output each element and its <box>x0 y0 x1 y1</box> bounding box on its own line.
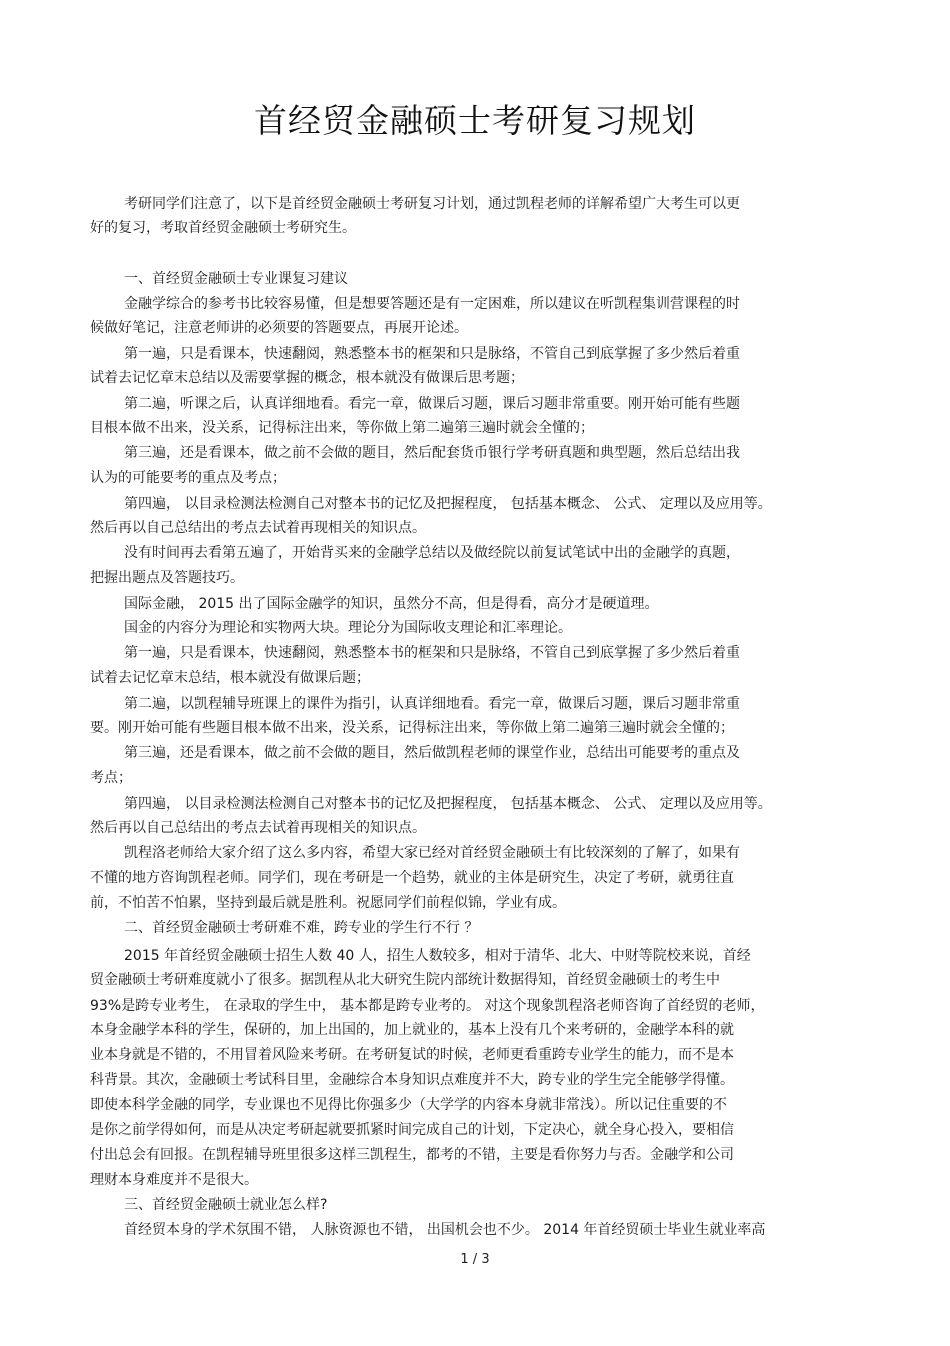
text-line: 第四遍， 以目录检测法检测自己对整本书的记忆及把握程度， 包括基本概念、 公式、 定理以及应用等。 <box>124 496 772 512</box>
text-line: 凯程洛老师给大家介绍了这么多内容，希望大家已经对首经贸金融硕士有比较深刻的了解了，如果有 <box>124 845 740 861</box>
text-line: 考点； <box>90 770 132 786</box>
text-line: 考研同学们注意了，以下是首经贸金融硕士考研复习计划，通过凯程老师的详解希望广大考生可以更 <box>124 196 740 212</box>
text-line: 本身金融学本科的学生，保研的，加上出国的，加上就业的，基本上没有几个来考研的，金融学本科的就 <box>90 1022 734 1038</box>
text-line: 三、首经贸金融硕士就业怎么样? <box>124 1197 328 1213</box>
text-line: 不懂的地方咨询凯程老师。同学们，现在考研是一个趋势，就业的主体是研究生，决定了考研，就勇往直 <box>90 870 734 886</box>
text-line: 付出总会有回报。在凯程辅导班里很多这样三凯程生，都考的不错，主要是看你努力与否。金融学和公司 <box>90 1147 734 1163</box>
text-line: 即使本科学金融的同学，专业课也不见得比你强多少（大学学的内容本身就非常浅）。所以记住重要的不 <box>90 1097 727 1113</box>
text-line: 试着去记忆章末总结以及需要掌握的概念，根本就没有做课后思考题； <box>90 370 524 386</box>
text-line: 第一遍，只是看课本，快速翻阅，熟悉整本书的框架和只是脉络，不管自己到底掌握了多少然后着重 <box>124 645 740 661</box>
text-line: 然后再以自己总结出的考点去试着再现相关的知识点。 <box>90 820 426 836</box>
text-line: 第三遍，还是看课本，做之前不会做的题目，然后做凯程老师的课堂作业，总结出可能要考的重点及 <box>124 745 740 761</box>
text-line: 首经贸本身的学术氛围不错， 人脉资源也不错， 出国机会也不少。 2014 年首经贸硕士毕业生就业率高 <box>124 1222 766 1238</box>
text-line: 是你之前学得如何，而是从决定考研起就要抓紧时间完成自己的计划，下定决心，就全身心投入，要相信 <box>90 1122 734 1138</box>
text-line: 第三遍，还是看课本，做之前不会做的题目，然后配套货币银行学考研真题和典型题，然后总结出我 <box>124 445 740 461</box>
text-line: 把握出题点及答题技巧。 <box>90 570 244 586</box>
text-line: 贸金融硕士考研难度就小了很多。据凯程从北大研究生院内部统计数据得知，首经贸金融硕士的考生中 <box>90 972 720 988</box>
text-line: 93%是跨专业考生， 在录取的学生中， 基本都是跨专业考的。 对这个现象凯程洛老师咨询了首经贸的老师， <box>90 998 765 1014</box>
text-line: 业本身就是不错的，不用冒着风险来考研。在考研复试的时候，老师更看重跨专业学生的能力，而不是本 <box>90 1047 734 1063</box>
text-line: 然后再以自己总结出的考点去试着再现相关的知识点。 <box>90 520 426 536</box>
text-line: 2015 年首经贸金融硕士招生人数 40 人，招生人数较多，相对于清华、北大、中财等院校来说，首经 <box>124 948 751 964</box>
text-line: 第二遍，以凯程辅导班课上的课件为指引，认真详细地看。看完一章，做课后习题，课后习题非常重 <box>124 696 740 712</box>
text-line: 第四遍， 以目录检测法检测自己对整本书的记忆及把握程度， 包括基本概念、 公式、 定理以及应用等。 <box>124 796 772 812</box>
text-line: 认为的可能要考的重点及考点； <box>90 470 286 486</box>
text-line: 目根本做不出来，没关系，记得标注出来，等你做上第二遍第三遍时就会全懂的； <box>90 420 594 436</box>
text-line: 没有时间再去看第五遍了，开始背买来的金融学总结以及做经院以前复试笔试中出的金融学的真题， <box>124 545 740 561</box>
text-line: 理财本身难度并不是很大。 <box>90 1172 258 1188</box>
text-line: 试着去记忆章末总结，根本就没有做课后题； <box>90 670 370 686</box>
text-line: 国际金融， 2015 出了国际金融学的知识，虽然分不高，但是得看，高分才是硬道理。 <box>124 596 659 612</box>
text-line: 一、首经贸金融硕士专业课复习建议 <box>124 271 348 287</box>
text-line: 第二遍，听课之后，认真详细地看。看完一章，做课后习题，课后习题非常重要。刚开始可能有些题 <box>124 396 740 412</box>
document-title: 首经贸金融硕士考研复习规划 <box>254 101 696 140</box>
text-line: 金融学综合的参考书比较容易懂，但是想要答题还是有一定困难，所以建议在听凯程集训营课程的时 <box>124 296 740 312</box>
text-line: 二、首经贸金融硕士考研难不难，跨专业的学生行不行 ？ <box>124 920 479 936</box>
text-line: 要。刚开始可能有些题目根本做不出来，没关系，记得标注出来，等你做上第二遍第三遍时就会全懂的； <box>90 720 734 736</box>
text-line: 第一遍，只是看课本，快速翻阅，熟悉整本书的框架和只是脉络，不管自己到底掌握了多少然后着重 <box>124 346 740 362</box>
page-number: 1 / 3 <box>460 1252 490 1267</box>
text-line: 候做好笔记，注意老师讲的必须要的答题要点，再展开论述。 <box>90 320 468 336</box>
text-line: 科背景。其次，金融硕士考试科目里，金融综合本身知识点难度并不大，跨专业的学生完全能够学得懂。 <box>90 1072 734 1088</box>
text-line: 前，不怕苦不怕累，坚持到最后就是胜利。祝愿同学们前程似锦，学业有成。 <box>90 895 566 911</box>
text-line: 好的复习，考取首经贸金融硕士考研究生。 <box>90 220 356 236</box>
text-line: 国金的内容分为理论和实物两大块。理论分为国际收支理论和汇率理论。 <box>124 620 572 636</box>
